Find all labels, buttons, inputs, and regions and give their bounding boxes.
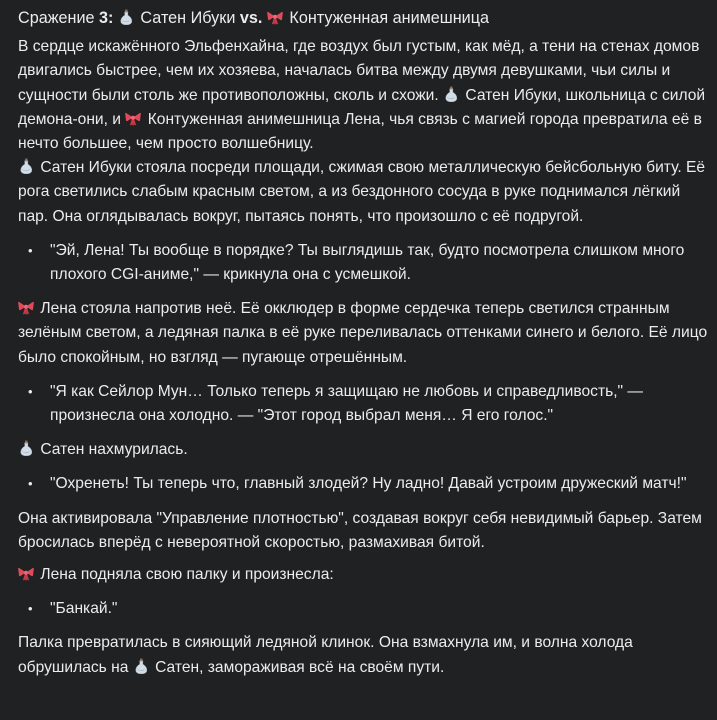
heading-name-2: Контуженная анимешница [284, 9, 489, 27]
paragraph-density-control-text: Она активировала "Управление плотностью", создавая вокруг себя невидимый барьер. Затем бросилась вперёд с невероятной скоростью, размахивая битой. [18, 509, 702, 551]
quote-text-3: "Охренеть! Ты теперь что, главный злодей? Ну ладно! Давай устроим дружеский матч!" [50, 475, 687, 493]
quote-list-3 [18, 472, 708, 496]
quote-text-2: "Я как Сейлор Мун… Только теперь я защищаю не любовь и справедливость," — произнесла она холодно. — "Этот город выбрал меня… Я его голос." [50, 382, 644, 425]
gourd-icon [133, 658, 149, 674]
paragraph-intro-text-a: В сердце искажённого Эльфенхайна, где воздух был густым, как мёд, а тени на стенах домов двигались быстрее, чем их хозяева, началась битва между двумя девушками, чьи силы и сущности были столь же противоположны, сколь и схожи. [18, 38, 700, 104]
gourd-icon [18, 440, 34, 456]
heading-vs: vs. [239, 9, 263, 27]
heading-name-1: Сатен Ибуки [135, 9, 240, 27]
paragraph-saten-frowns-text: Сатен нахмурилась. [36, 441, 188, 459]
gourd-icon [18, 158, 34, 174]
list-item [28, 380, 708, 428]
bullet: • [28, 383, 33, 399]
ribbon-icon [267, 9, 283, 25]
quote-text-4: "Банкай." [50, 600, 118, 618]
bullet: • [28, 476, 33, 492]
paragraph-saten-stands-text: Сатен Ибуки стояла посреди площади, сжимая свою металлическую бейсбольную биту. Её рога светились слабым красным светом, а из бездонного сосуда в руке поднимался лёгкий пар. Она оглядывалась вокруг, пытаясь понять, что произошло с её подругой. [18, 159, 706, 225]
ribbon-icon [18, 299, 34, 315]
list-item [28, 472, 708, 496]
ribbon-icon [125, 110, 141, 126]
paragraph-density-control [18, 507, 708, 555]
list-item [28, 239, 708, 287]
paragraph-lena-stands [18, 297, 708, 370]
paragraph-lena-raises-text: Лена подняла свою палку и произнесла: [36, 566, 334, 584]
paragraph-ice-blade-text-b: Сатен, замораживая всё на своём пути. [150, 658, 445, 676]
spacer [18, 555, 708, 563]
paragraph-saten-stands [18, 156, 708, 229]
quote-list-2 [18, 380, 708, 428]
heading-prefix: Сражение [18, 9, 100, 27]
gourd-icon [443, 86, 459, 102]
paragraph-lena-stands-text: Лена стояла напротив неё. Её окклюдер в форме сердечка теперь светился странным зелёным светом, а ледяная палка в её руке переливалась оттенками синего и белого. Её лицо было спокойным, но взгляд — пугающе отрешённым. [18, 300, 708, 366]
bullet: • [28, 601, 33, 617]
paragraph-lena-raises [18, 563, 708, 587]
paragraph-intro-text-c: Контуженная анимешница Лена, чья связь с магией города превратила её в нечто большее, чем просто волшебницу. [18, 110, 702, 153]
list-item [28, 597, 708, 621]
paragraph-intro-text-b: Сатен Ибуки, школьница с силой демона-они, и [18, 86, 706, 128]
paragraph-saten-frowns [18, 438, 708, 462]
quote-list-1 [18, 239, 708, 287]
battle-heading [18, 6, 708, 30]
paragraph-intro [18, 35, 708, 156]
ribbon-icon [18, 565, 34, 581]
paragraph-ice-blade-text-a: Палка превратилась в сияющий ледяной клинок. Она взмахнула им, и волна холода обрушилась на [18, 634, 633, 676]
paragraph-ice-blade [18, 631, 708, 679]
quote-text-1: "Эй, Лена! Ты вообще в порядке? Ты выглядишь так, будто посмотрела слишком много плохого CGI-аниме," — крикнула она с усмешкой. [50, 241, 685, 284]
chat-message [18, 6, 708, 680]
heading-number: 3: [99, 9, 114, 27]
gourd-icon [118, 9, 134, 25]
bullet: • [28, 242, 33, 258]
quote-list-4 [18, 597, 708, 621]
